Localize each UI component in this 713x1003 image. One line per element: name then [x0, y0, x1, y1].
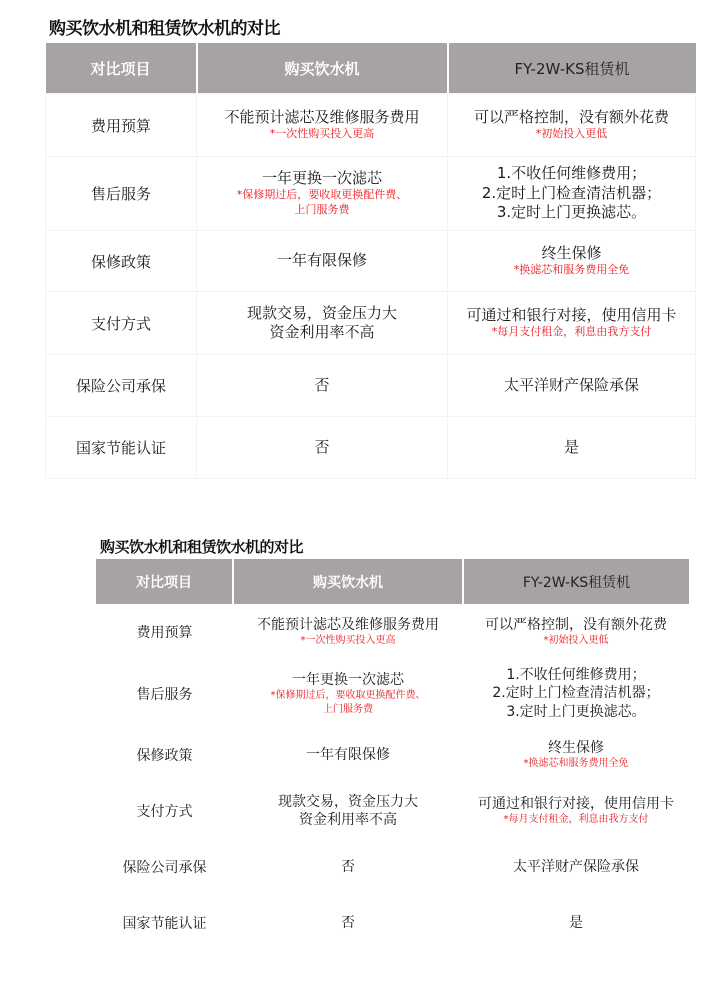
rent-cell: [463, 839, 689, 895]
cell-text: 3.定时上门更换滤芯。: [496, 203, 647, 222]
cell-text: 可通过和银行对接，使用信用卡: [478, 796, 674, 813]
cell-text: 否: [341, 914, 355, 931]
table-row: [96, 604, 689, 660]
buy-cell: [197, 231, 448, 292]
cell-note: *初始投入更低: [543, 635, 609, 647]
cell-text: 否: [314, 437, 330, 456]
row-item: 国家节能认证: [122, 916, 207, 932]
comparison-block-1: [45, 16, 695, 479]
rent-cell: [463, 604, 689, 660]
cell-text: 1.不收任何维修费用；: [506, 667, 646, 684]
table-row: [96, 727, 689, 783]
buy-cell: [233, 660, 463, 727]
comparison-block-2: [96, 535, 689, 951]
rent-cell: [448, 355, 696, 417]
row-item: 支付方式: [46, 292, 197, 355]
buy-cell: [233, 895, 463, 951]
comparison-title: 购买饮水机和租赁饮水机的对比: [49, 19, 280, 39]
row-item: 费用预算: [46, 94, 197, 157]
cell-note: *换滤芯和服务费用全免: [513, 263, 630, 277]
row-item: 国家节能认证: [46, 417, 197, 479]
cell-text: 2.定时上门检查清洁机器；: [492, 685, 660, 702]
buy-cell: [197, 157, 448, 231]
buy-cell: [233, 783, 463, 839]
cell-text: 一年有限保修: [306, 746, 390, 763]
row-item: 保险公司承保: [46, 355, 197, 417]
cell-text: 资金利用率不高: [269, 323, 375, 341]
table-row: [46, 231, 696, 292]
header-rent: FY-2W-KS租赁机: [448, 43, 696, 94]
rent-cell: [448, 292, 696, 355]
table-row: [46, 355, 696, 417]
comparison-table: [96, 559, 689, 951]
cell-note: *每月支付租金，利息由我方支付: [503, 814, 649, 826]
rent-cell: [463, 727, 689, 783]
rent-cell: [448, 417, 696, 479]
buy-cell: [197, 355, 448, 417]
row-item: 售后服务: [136, 686, 193, 703]
table-row: [96, 839, 689, 895]
cell-text: 2.定时上门检查清洁机器；: [481, 183, 662, 202]
cell-text: 一年更换一次滤芯: [292, 671, 404, 688]
cell-text: 不能预计滤芯及维修服务费用: [224, 107, 420, 126]
header-buy: 购买饮水机: [233, 559, 463, 604]
cell-text: 可以严格控制，没有额外花费: [485, 617, 667, 634]
cell-text: 太平洋财产保险承保: [503, 375, 639, 394]
table-header-row: [46, 43, 696, 94]
buy-cell: [197, 417, 448, 479]
cell-text: 可通过和银行对接，使用信用卡: [466, 305, 677, 324]
cell-note: *一次性购买投入更高: [300, 635, 396, 647]
row-item: 保险公司承保: [122, 860, 207, 876]
cell-note: *换滤芯和服务费用全免: [523, 758, 629, 770]
table-row: [46, 94, 696, 157]
row-item: 售后服务: [46, 157, 197, 231]
row-item: 费用预算: [136, 625, 193, 641]
table-row: [46, 157, 696, 231]
cell-note: *初始投入更低: [535, 127, 608, 141]
buy-cell: [233, 727, 463, 783]
header-rent: FY-2W-KS租赁机: [463, 559, 689, 604]
cell-note: *保修期过后，要收取更换配件费、: [270, 690, 426, 702]
cell-text: 否: [314, 375, 330, 394]
cell-note: *每月支付租金，利息由我方支付: [491, 325, 652, 339]
cell-text: 终生保修: [541, 243, 602, 262]
table-row: [96, 895, 689, 951]
table-row: [96, 660, 689, 727]
rent-cell: [448, 94, 696, 157]
rent-cell: [463, 895, 689, 951]
cell-text: 现款交易，资金压力大: [278, 793, 418, 810]
buy-cell: [197, 292, 448, 355]
table-header-row: [96, 559, 689, 604]
cell-text: 现款交易，资金压力大: [246, 303, 397, 322]
buy-cell: [233, 839, 463, 895]
cell-text: 资金利用率不高: [299, 812, 397, 828]
cell-text: 太平洋财产保险承保: [513, 858, 639, 875]
cell-text: 一年有限保修: [276, 251, 367, 270]
cell-text: 1.不收任何维修费用；: [496, 164, 647, 183]
cell-text: 一年更换一次滤芯: [261, 168, 382, 187]
cell-note: 上门服务费: [323, 703, 373, 715]
buy-cell: [197, 94, 448, 157]
cell-text: 可以严格控制，没有额外花费: [473, 107, 669, 126]
cell-text: 不能预计滤芯及维修服务费用: [257, 617, 439, 634]
cell-text: 是: [569, 914, 583, 931]
cell-text: 否: [341, 858, 355, 875]
cell-text: 是: [563, 437, 579, 456]
cell-note: *保修期过后，要收取更换配件费、: [236, 188, 408, 202]
cell-text: 终生保修: [548, 740, 604, 757]
header-item: 对比项目: [46, 43, 197, 94]
rent-cell: [463, 660, 689, 727]
comparison-table: [45, 43, 696, 479]
cell-text: 3.定时上门更换滤芯。: [506, 703, 646, 720]
cell-note: *一次性购买投入更高: [269, 127, 375, 141]
cell-note: 上门服务费: [294, 203, 350, 217]
rent-cell: [463, 783, 689, 839]
table-row: [96, 783, 689, 839]
rent-cell: [448, 157, 696, 231]
row-item: 保修政策: [136, 748, 193, 764]
row-item: 支付方式: [136, 804, 193, 820]
table-row: [46, 417, 696, 479]
header-item: 对比项目: [96, 559, 233, 604]
table-row: [46, 292, 696, 355]
buy-cell: [233, 604, 463, 660]
rent-cell: [448, 231, 696, 292]
row-item: 保修政策: [46, 231, 197, 292]
header-buy: 购买饮水机: [197, 43, 448, 94]
comparison-title: 购买饮水机和租赁饮水机的对比: [100, 538, 304, 556]
